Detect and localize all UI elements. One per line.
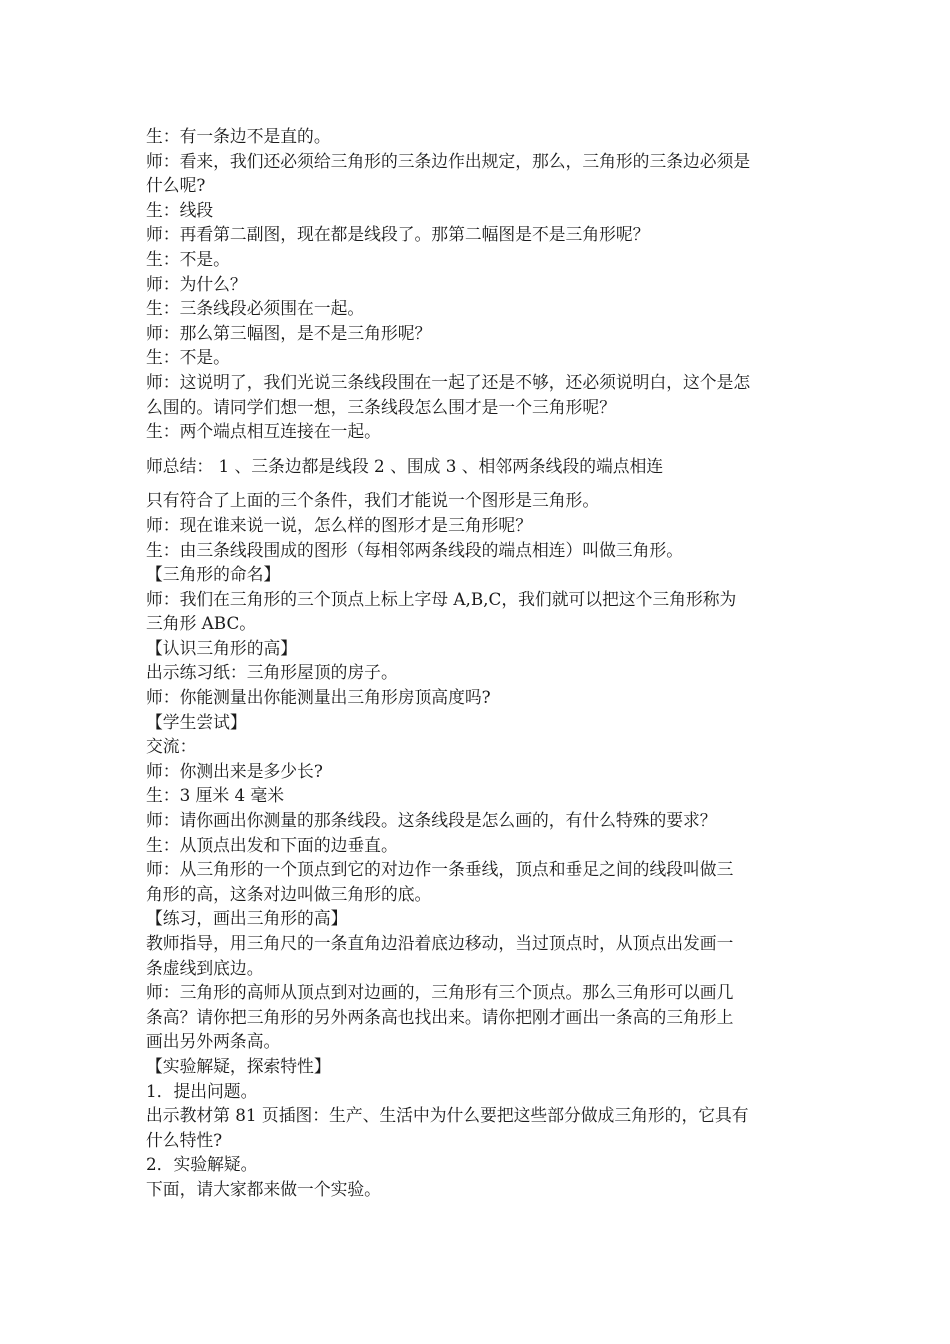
text-line: 什么特性? — [146, 1129, 223, 1150]
text-line: 条虚线到底边。 — [146, 957, 264, 978]
text-line: 只有符合了上面的三个条件，我们才能说一个图形是三角形。 — [146, 490, 600, 511]
text-line: 师：三角形的高师从顶点到对边画的，三角形有三个顶点。那么三角形可以画几 — [146, 982, 734, 1003]
text-line: 出示练习纸：三角形屋顶的房子。 — [146, 662, 398, 683]
text-line: 角形的高，这条对边叫做三角形的底。 — [146, 883, 432, 904]
text-line: 画出另外两条高。 — [146, 1031, 281, 1052]
text-line: 师：你测出来是多少长? — [146, 760, 323, 781]
text-line: 生：线段 — [146, 199, 214, 220]
section-heading: 【认识三角形的高】 — [146, 637, 298, 658]
text-line: 师：你能测量出你能测量出三角形房顶高度吗? — [146, 687, 491, 708]
section-heading: 【实验解疑，探索特性】 — [146, 1055, 331, 1076]
text-line: 么围的。请同学们想一想，三条线段怎么围才是一个三角形呢？ — [146, 396, 616, 417]
section-heading: 【练习，画出三角形的高】 — [146, 908, 348, 929]
numbered-item: 1．提出问题。 — [146, 1080, 258, 1101]
text-line: 教师指导，用三角尺的一条直角边沿着底边移动，当过顶点时，从顶点出发画一 — [146, 933, 734, 953]
document-body — [146, 124, 814, 1202]
text-line: 下面，请大家都来做一个实验。 — [146, 1178, 381, 1199]
text-line: 条高？请你把三角形的另外两条高也找出来。请你把刚才画出一条高的三角形上 — [146, 1006, 734, 1027]
text-line: 师：看来，我们还必须给三角形的三条边作出规定，那么，三角形的三条边必须是 — [146, 150, 751, 171]
text-line: 师：从三角形的一个顶点到它的对边作一条垂线，顶点和垂足之间的线段叫做三 — [146, 859, 734, 880]
text-line: 师：请你画出你测量的那条线段。这条线段是怎么画的，有什么特殊的要求？ — [146, 810, 717, 831]
summary-line: 师总结： 1 、三条边都是线段 2 、围成 3 、相邻两条线段的端点相连 — [146, 455, 664, 476]
text-line: 三角形 ABC。 — [146, 613, 257, 634]
text-line: 生：三条线段必须围在一起。 — [146, 298, 365, 319]
section-heading: 【学生尝试】 — [146, 711, 247, 732]
text-line: 生：两个端点相互连接在一起。 — [146, 421, 381, 442]
text-line: 师：为什么？ — [146, 273, 247, 294]
text-line: 师：我们在三角形的三个顶点上标上字母 A,B,C，我们就可以把这个三角形称为 — [146, 588, 737, 609]
text-line: 生：从顶点出发和下面的边垂直。 — [146, 834, 398, 855]
text-line: 生：有一条边不是直的。 — [146, 126, 331, 146]
text-line: 生：不是。 — [146, 347, 230, 368]
text-line: 师：现在谁来说一说，怎么样的图形才是三角形呢？ — [146, 514, 532, 535]
text-line: 生：不是。 — [146, 248, 230, 269]
text-line: 交流： — [146, 736, 197, 757]
text-line: 生：由三条线段围成的图形（每相邻两条线段的端点相连）叫做三角形。 — [146, 539, 684, 560]
numbered-item: 2．实验解疑。 — [146, 1154, 258, 1175]
text-line: 生：3 厘米 4 毫米 — [146, 785, 285, 806]
text-line: 师：那么第三幅图，是不是三角形呢？ — [146, 322, 432, 343]
text-line: 师：这说明了，我们光说三条线段围在一起了还是不够，还必须说明白，这个是怎 — [146, 371, 751, 392]
text-line: 什么呢? — [146, 175, 206, 196]
section-heading: 【三角形的命名】 — [146, 564, 281, 585]
text-line: 师：再看第二副图，现在都是线段了。那第二幅图是不是三角形呢？ — [146, 224, 650, 245]
text-line: 出示教材第 81 页插图：生产、生活中为什么要把这些部分做成三角形的，它具有 — [146, 1105, 749, 1126]
